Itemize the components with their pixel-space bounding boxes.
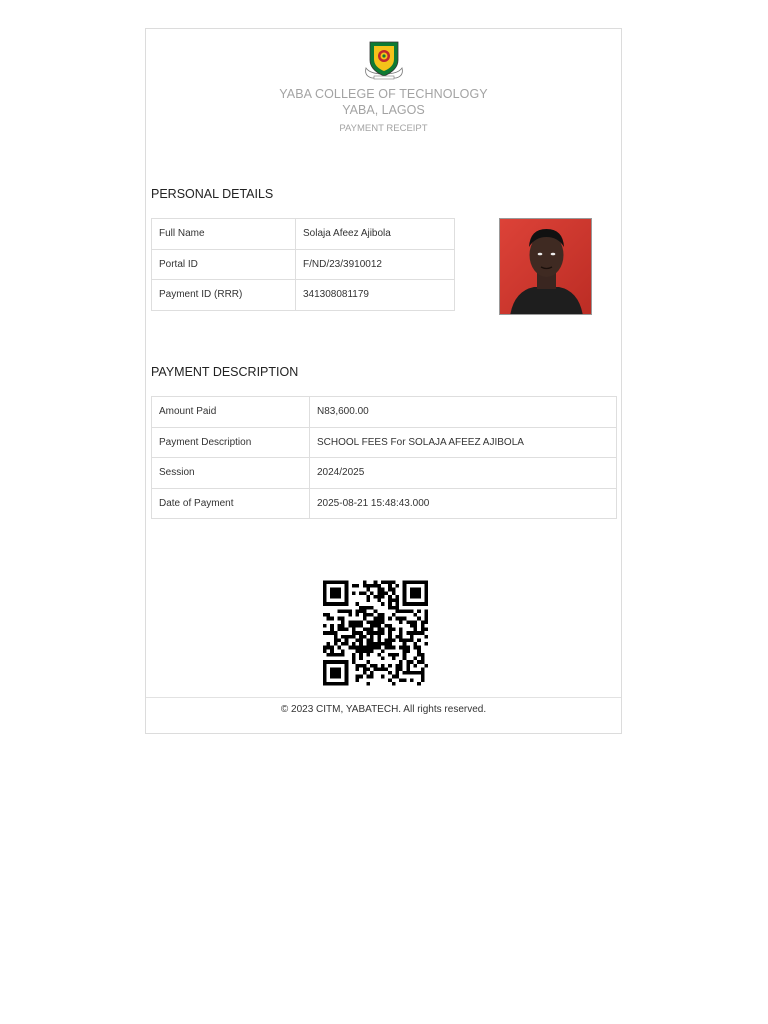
row-label: Date of Payment [152, 488, 310, 519]
yabatech-crest-icon [362, 38, 406, 82]
payment-details-table [151, 396, 617, 519]
table-row [152, 280, 455, 311]
table-row [152, 397, 617, 428]
row-value: 2024/2025 [310, 458, 617, 489]
payment-description-title: PAYMENT DESCRIPTION [151, 365, 299, 379]
row-value: 2025-08-21 15:48:43.000 [310, 488, 617, 519]
row-label: Full Name [152, 219, 296, 250]
table-row [152, 219, 455, 250]
institution-city: YABA, LAGOS [342, 103, 425, 117]
row-value: N83,600.00 [310, 397, 617, 428]
table-row [152, 458, 617, 489]
student-photo [499, 218, 592, 315]
personal-details-table [151, 218, 455, 311]
row-value: 341308081179 [296, 280, 455, 311]
row-label: Portal ID [152, 249, 296, 280]
document-type: PAYMENT RECEIPT [339, 123, 428, 134]
row-label: Payment Description [152, 427, 310, 458]
footer-copyright: © 2023 CITM, YABATECH. All rights reserved. [280, 704, 487, 715]
institution-name: YABA COLLEGE OF TECHNOLOGY [279, 87, 488, 101]
row-label: Session [152, 458, 310, 489]
footer-divider [146, 697, 621, 698]
row-value: Solaja Afeez Ajibola [296, 219, 455, 250]
payment-receipt [145, 28, 622, 734]
table-row [152, 427, 617, 458]
row-label: Payment ID (RRR) [152, 280, 296, 311]
row-value: SCHOOL FEES For SOLAJA AFEEZ AJIBOLA [310, 427, 617, 458]
table-row [152, 488, 617, 519]
row-label: Amount Paid [152, 397, 310, 428]
row-value: F/ND/23/3910012 [296, 249, 455, 280]
qr-code-icon [323, 580, 428, 686]
student-portrait-image [500, 219, 592, 315]
table-row [152, 249, 455, 280]
personal-details-title: PERSONAL DETAILS [151, 187, 274, 201]
